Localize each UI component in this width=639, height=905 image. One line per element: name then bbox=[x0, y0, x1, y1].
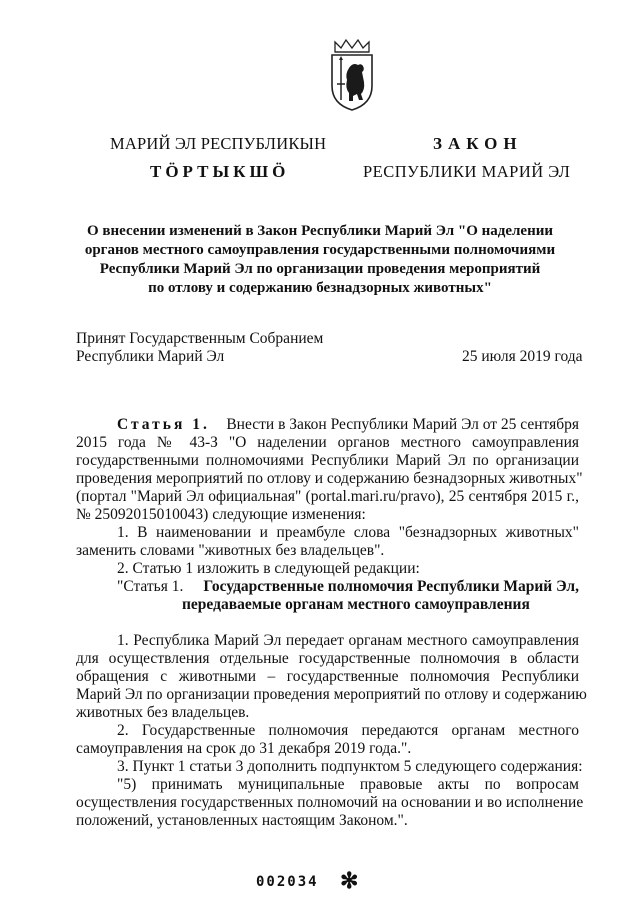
header-respubliki: РЕСПУБЛИКИ МАРИЙ ЭЛ bbox=[363, 162, 571, 181]
article-text: Внести в Закон Республики Марий Эл от 25 сентября bbox=[226, 416, 579, 433]
law-title-line: О внесении изменений в Закон Республики Марий Эл "О наделении bbox=[86, 223, 554, 239]
article-line: 2015 года № 43-З "О наделении органов местного самоуправления bbox=[76, 434, 579, 451]
article-line: № 25092015010043) следующие изменения: bbox=[76, 506, 366, 523]
header-republic-mari: МАРИЙ ЭЛ РЕСПУБЛИКЫН bbox=[110, 134, 327, 153]
para1-body bbox=[76, 650, 587, 722]
para-line: 3. Пункт 1 статьи 3 дополнить подпунктом 5 следующего содержания: bbox=[117, 758, 583, 775]
para-line: "5) принимать муниципальные правовые акты по вопросам bbox=[117, 776, 579, 793]
quoted-article-prefix: "Статья 1. bbox=[117, 578, 184, 595]
para4-body bbox=[76, 794, 584, 830]
header-tortykshe: ТӦРТЫКШӦ bbox=[150, 162, 290, 181]
quoted-article-title: Государственные полномочия Республики Марий Эл, bbox=[203, 578, 579, 595]
law-title-line: по отлову и содержанию безнадзорных животных" bbox=[148, 280, 492, 296]
law-title-line: органов местного самоуправления государственными полномочиями bbox=[84, 242, 556, 258]
article-line: государственными полномочиями Республики Марий Эл по организации bbox=[76, 452, 579, 469]
quoted-article-title-cont: передаваемые органам местного самоуправления bbox=[182, 596, 530, 613]
para-line: самоуправления на срок до 31 декабря 2019 года.". bbox=[76, 740, 412, 757]
header-zakon: ЗАКОН bbox=[433, 134, 523, 153]
article-line: проведения мероприятий по отлову и содержанию безнадзорных животных" bbox=[76, 470, 583, 487]
para4-first bbox=[117, 776, 579, 794]
quoted-article-heading bbox=[117, 578, 579, 596]
para-line: осуществления государственных полномочий на основании и во исполнение bbox=[76, 794, 584, 811]
asterisk-mark-icon: ✻ bbox=[340, 868, 359, 893]
article-1-first-line bbox=[117, 416, 579, 434]
para-line: Марий Эл по организации проведения мероприятий по отлову и содержанию bbox=[76, 686, 587, 703]
article-line: (портал "Марий Эл официальная" (portal.mari.ru/pravo), 25 сентября 2015 г., bbox=[76, 488, 579, 505]
para-line: обращения с животными – государственные полномочия Республики bbox=[76, 668, 579, 685]
article-line: 2. Статью 1 изложить в следующей редакции: bbox=[117, 560, 420, 577]
law-title bbox=[70, 222, 570, 298]
para2-first bbox=[117, 722, 579, 740]
article-line: 1. В наименовании и преамбуле слова "безнадзорных животных" bbox=[117, 524, 579, 541]
item-1-line bbox=[117, 524, 579, 542]
para-line: 2. Государственные полномочия передаются органам местного bbox=[117, 722, 579, 739]
adoption-statement bbox=[76, 330, 323, 366]
coat-of-arms-emblem bbox=[327, 38, 377, 112]
article-line: заменить словами "животных без владельцев". bbox=[76, 542, 385, 559]
document-serial-number: 002034 bbox=[256, 874, 319, 890]
adoption-line: Принят Государственным Собранием bbox=[76, 330, 324, 347]
para-line: положений, установленных настоящим Законом.". bbox=[76, 812, 408, 829]
para-line: 1. Республика Марий Эл передает органам местного самоуправления bbox=[117, 632, 579, 649]
adoption-line: Республики Марий Эл bbox=[76, 348, 225, 365]
para1-first bbox=[117, 632, 579, 650]
law-title-line: Республики Марий Эл по организации проведения мероприятий bbox=[99, 261, 541, 277]
article-label: Статья 1. bbox=[117, 416, 210, 433]
para-line: для осуществления отдельные государственные полномочия в области bbox=[76, 650, 579, 667]
adoption-date: 25 июля 2019 года bbox=[462, 348, 583, 365]
para-line: животных без владельцев. bbox=[76, 704, 250, 721]
article-1-body bbox=[76, 434, 583, 524]
